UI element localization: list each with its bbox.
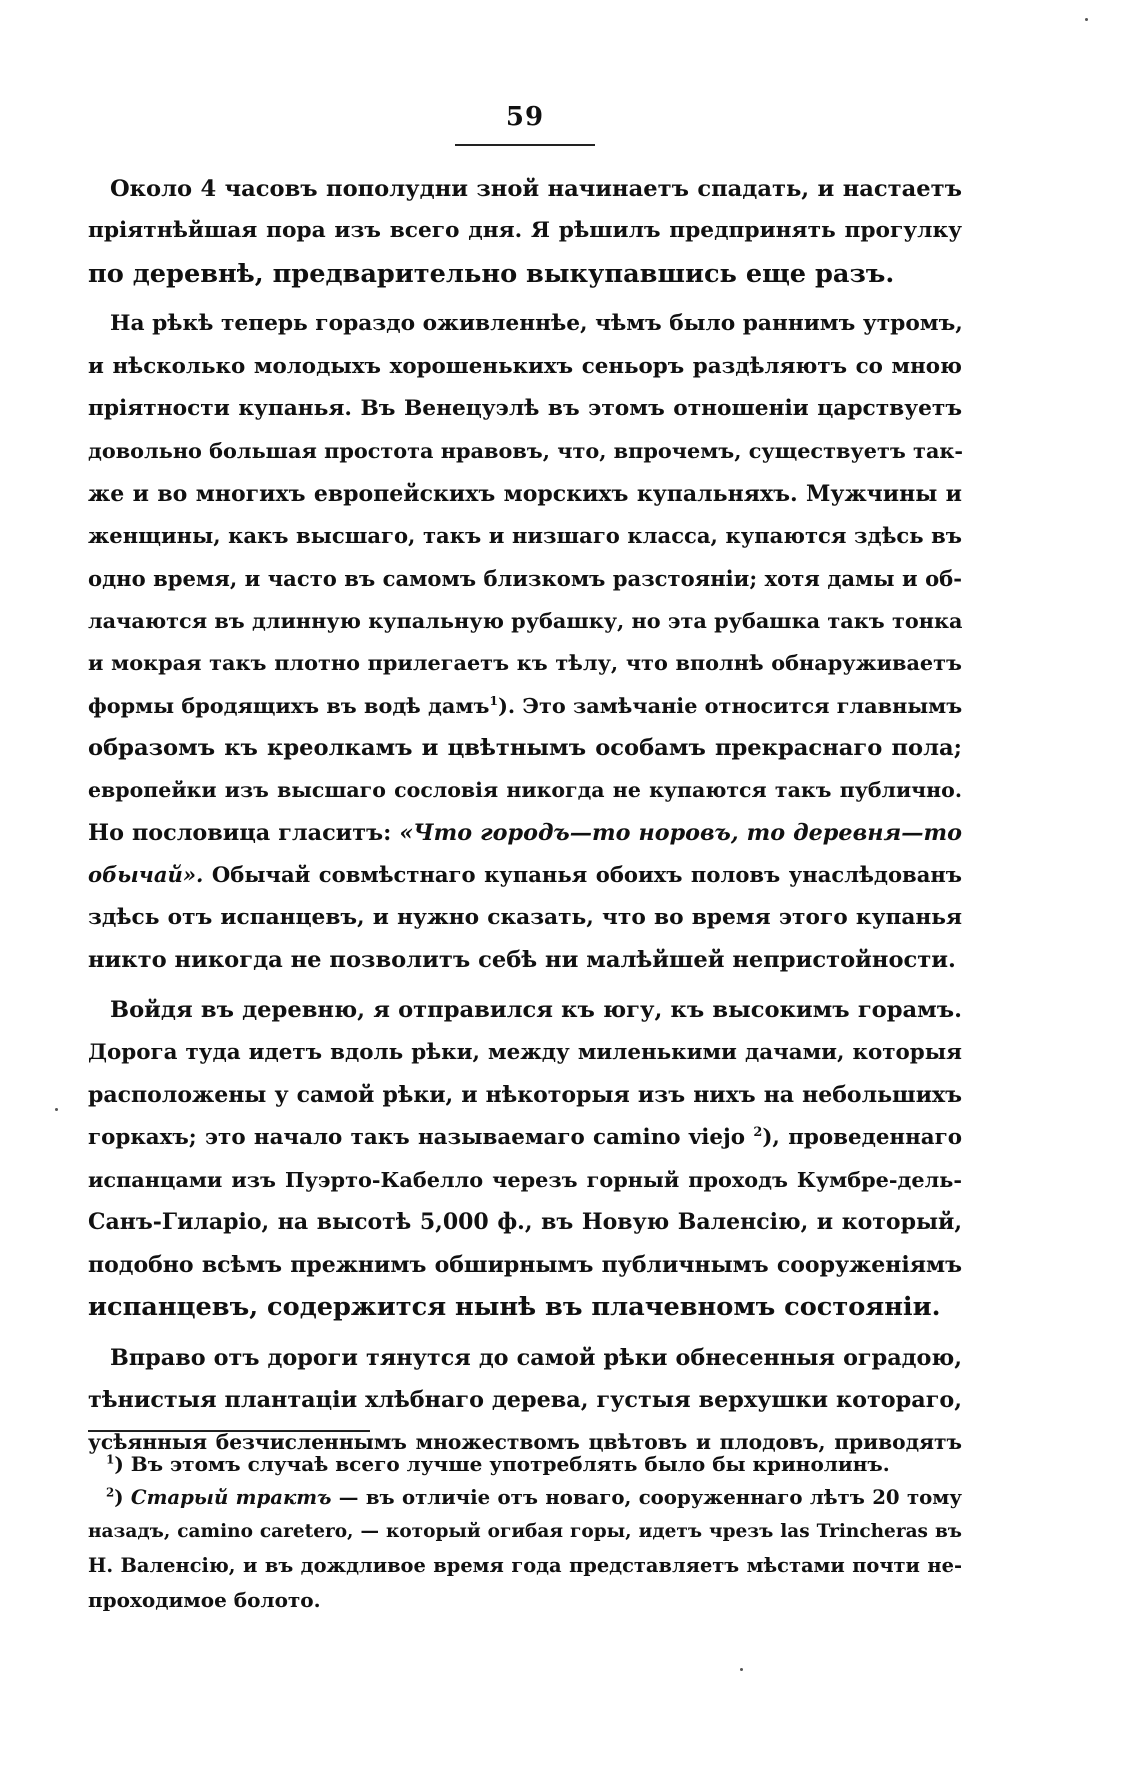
- footnote-ref-1[interactable]: 1: [489, 692, 499, 708]
- proverb-quote: «Что городъ—то норовъ, то деревня—то: [399, 819, 962, 846]
- text-line: образомъ къ креолкамъ и цвѣтнымъ особамъ прекраснаго пола;: [88, 735, 962, 762]
- text-line: и мокрая такъ плотно прилегаетъ къ тѣлу, что вполнѣ обнаруживаетъ: [88, 650, 962, 676]
- text-line: по деревнѣ, предварительно выкупавшись еще разъ.: [88, 258, 895, 289]
- text-line: [88, 812, 962, 854]
- text-line: европейки изъ высшаго сословія никогда не купаются такъ публично.: [88, 778, 962, 803]
- text-line: никто никогда не позволитъ себѣ ни малѣйшей непристойности.: [88, 947, 956, 974]
- text-line: здѣсь отъ испанцевъ, и нужно сказать, что во время этого купанья: [88, 904, 962, 930]
- text-line: же и во многихъ европейскихъ морскихъ купальняхъ. Мужчины и: [88, 480, 962, 507]
- scan-speck: [740, 1668, 743, 1671]
- text-line: Санъ-Гиларіо, на высотѣ 5,000 ф., въ Новую Валенсію, и который,: [88, 1209, 962, 1236]
- footnote-ref-2[interactable]: 2: [753, 1124, 763, 1140]
- footnote-line: назадъ, camino caretero, — который огибая горы, идетъ чрезъ las Trincheras въ: [88, 1521, 962, 1542]
- footnote-separator: [88, 1430, 370, 1432]
- text-line: тѣнистыя плантаціи хлѣбнаго дерева, густыя верхушки котораго,: [88, 1386, 962, 1413]
- footnote-italic-term: Старый трактъ: [130, 1486, 332, 1509]
- text-line: пріятнѣйшая пора изъ всего дня. Я рѣшилъ предпринять прогулку: [88, 218, 962, 244]
- footnote-1: [88, 1447, 962, 1481]
- text-line: [88, 854, 962, 896]
- footnote-line: Н. Валенсію, и въ дождливое время года представляетъ мѣстами почти не-: [88, 1554, 962, 1577]
- footnote-2: [88, 1481, 962, 1515]
- proverb-quote-end: обычай».: [88, 862, 204, 888]
- body-text: [88, 168, 964, 1467]
- text-line: пріятности купанья. Въ Венецуэлѣ въ этомъ отношеніи царствуетъ: [88, 395, 962, 421]
- text-line: Дорога туда идетъ вдоль рѣки, между миленькими дачами, которыя: [88, 1039, 962, 1065]
- scan-speck: [55, 1108, 58, 1111]
- footnote-marker: 1: [106, 1452, 115, 1467]
- footnotes: [88, 1447, 962, 1617]
- text-line: Войдя въ деревню, я отправился къ югу, къ высокимъ горамъ.: [110, 997, 962, 1024]
- text-line: женщины, какъ высшаго, такъ и низшаго класса, купаются здѣсь въ: [88, 523, 962, 549]
- text-line: Вправо отъ дороги тянутся до самой рѣки обнесенныя оградою,: [110, 1344, 962, 1371]
- text-line: Около 4 часовъ пополудни зной начинаетъ спадать, и настаетъ: [110, 176, 962, 202]
- text-line: довольно большая простота нравовъ, что, впрочемъ, существуетъ так-: [88, 438, 964, 464]
- text-segment: формы бродящихъ въ водѣ дамъ: [88, 692, 490, 718]
- text-line: одно время, и часто въ самомъ близкомъ разстояніи; хотя дамы и об-: [88, 565, 962, 591]
- text-line: подобно всѣмъ прежнимъ обширнымъ публичнымъ сооруженіямъ: [88, 1251, 962, 1278]
- text-segment: Обычай совмѣстнаго купанья обоихъ половъ унаслѣдованъ: [203, 862, 962, 888]
- text-line: усѣянныя безчисленнымъ множествомъ цвѣтовъ и плодовъ, приводятъ: [88, 1430, 962, 1455]
- text-line: [88, 1117, 962, 1159]
- footnote-text: — въ отличіе отъ новаго, сооруженнаго лѣтъ 20 тому: [331, 1486, 962, 1509]
- footnote-marker: 2: [106, 1485, 115, 1500]
- text-line: испанцами изъ Пуэрто-Кабелло черезъ горный проходъ Кумбре-дель-: [88, 1166, 962, 1192]
- text-segment: горкахъ; это начало такъ называемаго camino viejo: [88, 1124, 746, 1150]
- page-number: 59: [505, 102, 545, 132]
- text-segment: Но пословица гласитъ:: [88, 819, 392, 846]
- text-line: расположены у самой рѣки, и нѣкоторыя изъ нихъ на небольшихъ: [88, 1082, 962, 1109]
- text-line: На рѣкѣ теперь гораздо оживленнѣе, чѣмъ было раннимъ утромъ,: [110, 311, 963, 337]
- page-number-rule: [455, 144, 595, 146]
- footnote-text: ) Въ этомъ случаѣ всего лучше употреблять было бы кринолинъ.: [114, 1452, 890, 1476]
- scan-speck: [1085, 18, 1088, 21]
- footnote-line: проходимое болото.: [88, 1588, 321, 1612]
- text-segment: ). Это замѣчаніе относится главнымъ: [498, 692, 963, 718]
- text-line: и нѣсколько молодыхъ хорошенькихъ сеньоръ раздѣляютъ со мною: [88, 353, 962, 379]
- text-line: [88, 685, 962, 727]
- text-line: испанцевъ, содержится нынѣ въ плачевномъ состояніи.: [88, 1292, 941, 1323]
- text-line: лачаются въ длинную купальную рубашку, но эта рубашка такъ тонка: [88, 607, 963, 633]
- footnote-text: ): [114, 1486, 131, 1509]
- text-segment: ), проведеннаго: [762, 1124, 962, 1150]
